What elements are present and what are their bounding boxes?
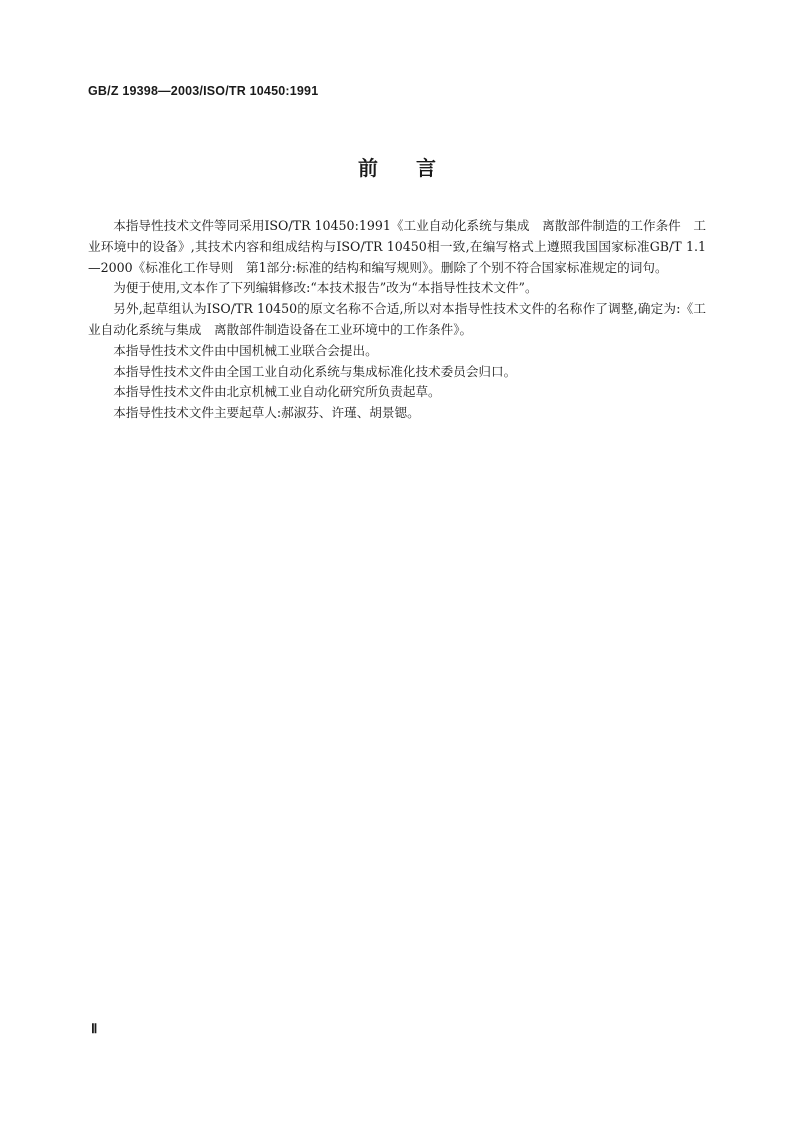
foreword-body [88,216,706,424]
paragraph-title-adjustment: 另外,起草组认为ISO/TR 10450的原文名称不合适,所以对本指导性技术文件的名称作了调整,确定为:《工业自动化系统与集成 离散部件制造设备在工业环境中的工作条件》。 [88,301,706,337]
standard-number-header: GB/Z 19398—2003/ISO/TR 10450:1991 [88,84,319,98]
page-number: Ⅱ [91,1021,98,1036]
paragraph-administered-by: 本指导性技术文件由全国工业自动化系统与集成标准化技术委员会归口。 [113,363,517,379]
paragraph-proposed-by: 本指导性技术文件由中国机械工业联合会提出。 [113,342,378,358]
paragraph-drafted-by: 本指导性技术文件由北京机械工业自动化研究所负责起草。 [113,384,441,400]
paragraph-drafters: 本指导性技术文件主要起草人:郝淑芬、许瑾、胡景锶。 [113,405,420,421]
page-title: 前言 [358,156,474,180]
paragraph-editorial-changes: 为便于使用,文本作了下列编辑修改:“本技术报告”改为“本指导性技术文件”。 [113,280,538,296]
paragraph-adoption: 本指导性技术文件等同采用ISO/TR 10450:1991《工业自动化系统与集成 离散部件制造的工作条件 工业环境中的设备》,其技术内容和组成结构与ISO/TR 10450相一致,在编写格式上遵照我国国家标准GB/T 1.1—2000《标准化工作导则 第1部分:标准的结构和编写规则》。删除了个别不符合国家标准规定的词句。 [88,218,706,275]
